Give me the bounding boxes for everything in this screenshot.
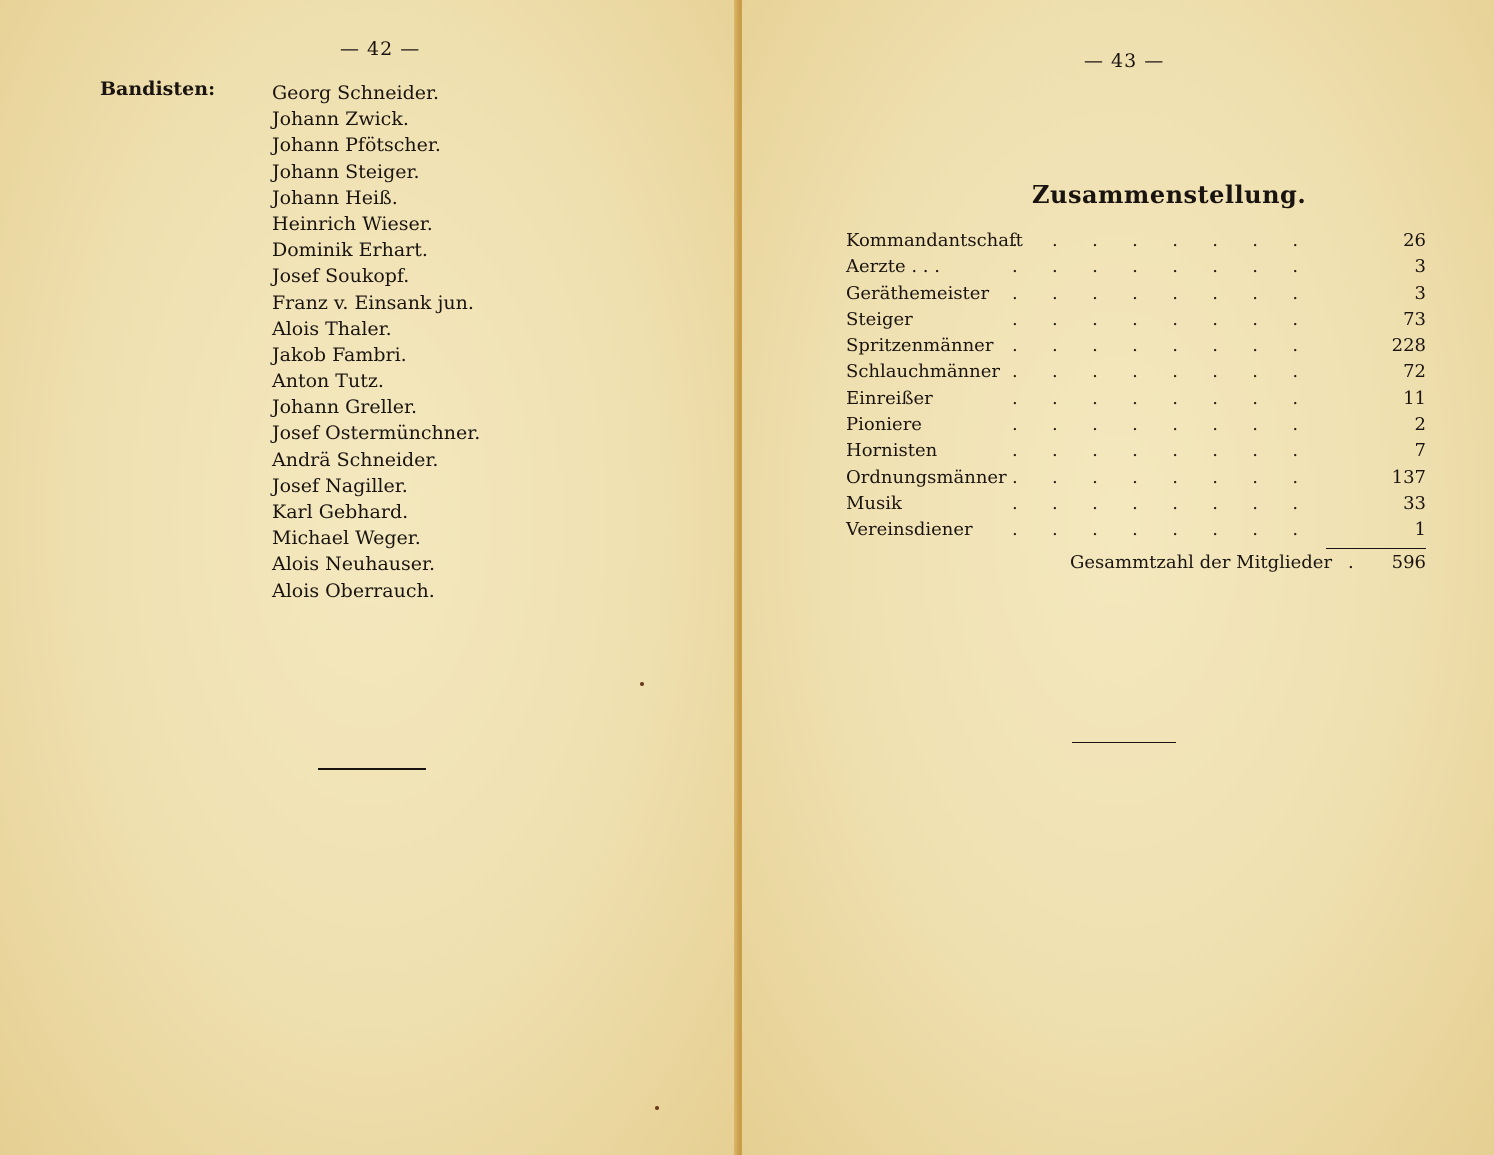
list-item: Dominik Erhart. bbox=[272, 239, 428, 262]
total-value: 596 bbox=[1391, 552, 1426, 573]
row-label: Aerzte . . . bbox=[846, 256, 940, 278]
row-value: 7 bbox=[1414, 440, 1426, 462]
row-value: 11 bbox=[1403, 387, 1426, 409]
row-value: 137 bbox=[1391, 466, 1426, 488]
table-row bbox=[846, 359, 1426, 385]
list-item: Alois Neuhauser. bbox=[272, 553, 436, 576]
list-item: Johann Pfötscher. bbox=[272, 134, 441, 157]
list-item: Heinrich Wieser. bbox=[272, 212, 433, 235]
table-row bbox=[846, 491, 1426, 517]
leader-dots: . . . . . . . . bbox=[1012, 308, 1299, 330]
leader-dots: . . . . . . . . bbox=[1012, 230, 1299, 251]
leader-dots: . . . . . . . . bbox=[1012, 414, 1299, 436]
section-label: Bandisten: bbox=[100, 78, 216, 100]
row-value: 3 bbox=[1414, 282, 1426, 304]
row-label: Pioniere bbox=[846, 414, 922, 436]
leader-dots: . . . . . . . . bbox=[1012, 335, 1299, 357]
table-row bbox=[846, 307, 1426, 333]
list-item: Franz v. Einsank jun. bbox=[272, 291, 474, 314]
total-label: Gesammtzahl der Mitglieder bbox=[1070, 552, 1333, 573]
row-value: 72 bbox=[1403, 361, 1426, 383]
leader-dots: . . . . . . . . bbox=[1012, 282, 1299, 304]
row-label: Einreißer bbox=[846, 387, 933, 409]
row-value: 1 bbox=[1414, 519, 1426, 541]
list-item: Georg Schneider. bbox=[272, 82, 440, 104]
table-row bbox=[846, 254, 1426, 280]
leader-dots: . . . . . . . . bbox=[1012, 519, 1299, 541]
divider bbox=[318, 768, 426, 770]
list-item: Alois Oberrauch. bbox=[272, 579, 435, 602]
total-row bbox=[846, 548, 1426, 578]
divider bbox=[1072, 742, 1176, 743]
list-item: Josef Nagiller. bbox=[272, 474, 408, 497]
row-label: Schlauchmänner bbox=[846, 361, 1001, 383]
table-row bbox=[846, 412, 1426, 438]
list-item: Josef Ostermünchner. bbox=[272, 422, 481, 445]
row-label: Kommandantschaft bbox=[846, 230, 1023, 251]
row-label: Spritzenmänner bbox=[846, 335, 994, 357]
row-label: Ordnungsmänner bbox=[846, 466, 1007, 488]
summary-title: Zusammenstellung. bbox=[1032, 180, 1307, 209]
summary-table bbox=[846, 228, 1426, 544]
leader-dots: . . . . . . . . bbox=[1012, 387, 1299, 409]
name-list bbox=[272, 80, 480, 604]
list-item: Jakob Fambri. bbox=[272, 343, 407, 366]
left-page bbox=[0, 0, 738, 1155]
row-label: Musik bbox=[846, 492, 902, 514]
table-row bbox=[846, 465, 1426, 491]
list-item: Karl Gebhard. bbox=[272, 501, 409, 523]
page-number: — 43 — bbox=[1084, 50, 1165, 72]
list-item: Anton Tutz. bbox=[272, 370, 384, 393]
page-number: — 42 — bbox=[340, 38, 421, 60]
leader-dots: . . . . . . . . bbox=[1012, 440, 1299, 462]
table-row bbox=[846, 228, 1426, 254]
row-value: 3 bbox=[1414, 256, 1426, 278]
list-item: Johann Zwick. bbox=[272, 108, 409, 131]
leader-dots: . . . . . . . . bbox=[1012, 256, 1299, 278]
table-row bbox=[846, 386, 1426, 412]
right-page bbox=[742, 0, 1494, 1155]
leader-dots: . . . . . . . . bbox=[1012, 492, 1299, 514]
list-item: Alois Thaler. bbox=[272, 317, 392, 340]
list-item: Michael Weger. bbox=[272, 527, 421, 550]
table-row bbox=[846, 281, 1426, 307]
table-row bbox=[846, 438, 1426, 464]
list-item: Johann Greller. bbox=[272, 396, 418, 419]
list-item: Andrä Schneider. bbox=[272, 448, 439, 471]
table-row bbox=[846, 517, 1426, 543]
list-item: Johann Heiß. bbox=[272, 186, 398, 209]
leader-dots: . . . . . . . . bbox=[1012, 361, 1299, 383]
row-value: 228 bbox=[1391, 335, 1426, 357]
row-value: 26 bbox=[1403, 230, 1426, 251]
row-label: Geräthemeister bbox=[846, 282, 990, 304]
row-label: Steiger bbox=[846, 308, 913, 330]
table-row bbox=[846, 333, 1426, 359]
row-value: 2 bbox=[1414, 414, 1426, 436]
list-item: Josef Soukopf. bbox=[272, 265, 410, 288]
ink-speck bbox=[640, 682, 644, 686]
leader-dots: . . . . . . . . bbox=[1012, 466, 1299, 488]
list-item: Johann Steiger. bbox=[272, 160, 420, 183]
row-label: Hornisten bbox=[846, 440, 938, 462]
row-value: 73 bbox=[1403, 308, 1426, 330]
row-label: Vereinsdiener bbox=[846, 519, 973, 541]
row-value: 33 bbox=[1403, 492, 1426, 514]
ink-speck bbox=[655, 1106, 659, 1110]
total-leader: . bbox=[1348, 552, 1354, 573]
